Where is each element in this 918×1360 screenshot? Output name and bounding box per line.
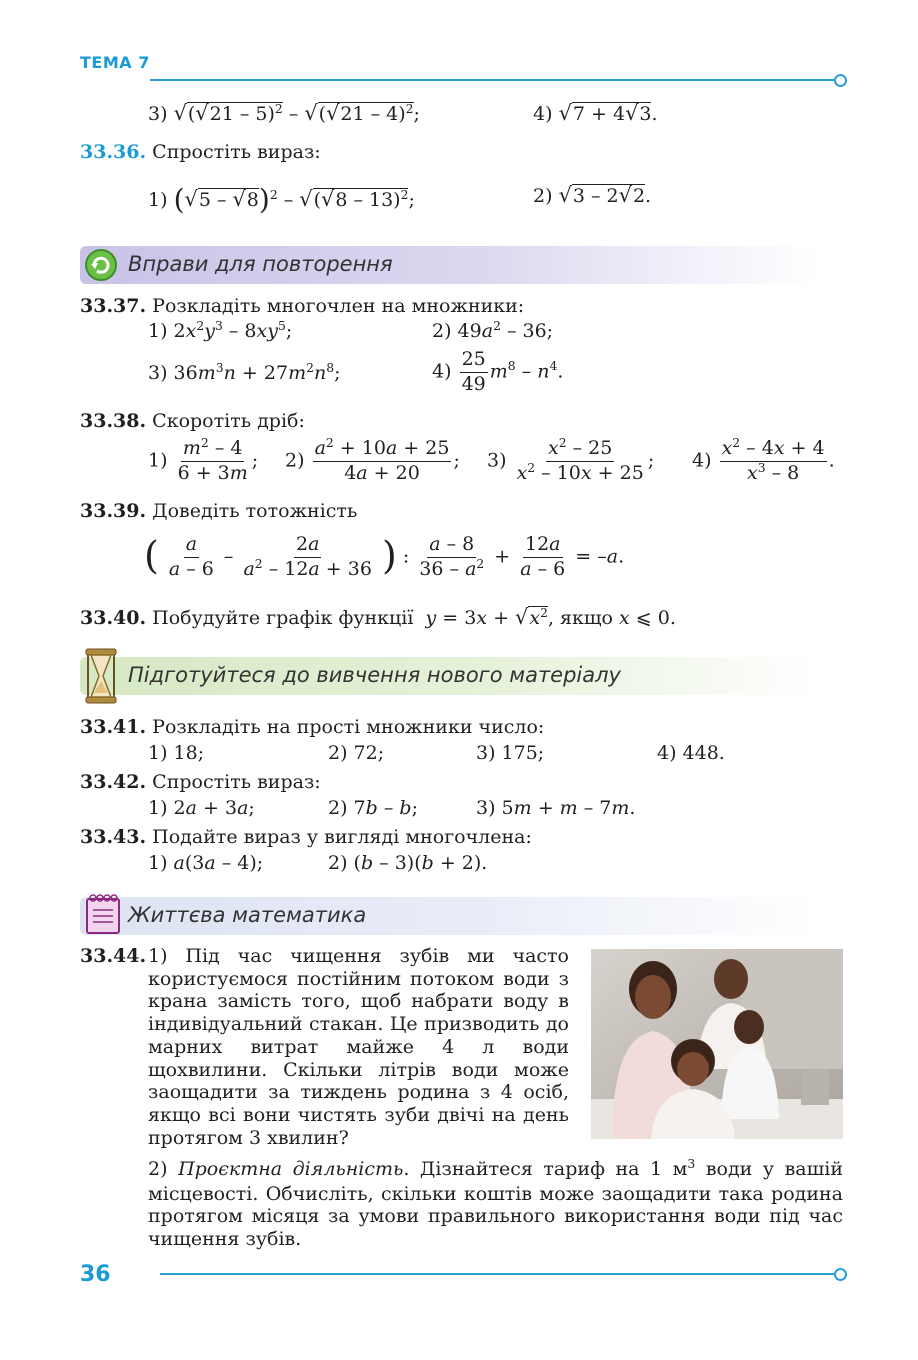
ex-33-42-item-3: 3) 5m + m – 7m. [476, 797, 636, 819]
footer-rule-dot [834, 1268, 847, 1281]
exercise-number: 33.42. [80, 771, 147, 793]
ex-33-38-item-1: 1) $\frac{m^2 - 4}{6 + 3m}$ ; [148, 436, 259, 484]
ex-33-43-item-1: 1) a(3a – 4); [148, 852, 264, 874]
ex-33-41-item-3: 3) 175; [476, 742, 545, 764]
ex-33-41-item-4: 4) 448. [657, 742, 725, 764]
ex-33-43-heading: 33.43. Подайте вираз у вигляді многочлена: [80, 826, 532, 848]
ex-33-35-item-4: 4) √7 + 4√3. [533, 101, 658, 125]
header-rule-dot [834, 74, 847, 87]
ex-33-44-part-1: 1) Під час чищення зубів ми часто користуємося постійним потоком води з крана замість того, щоб набрати воду в індивідуальний стакан. Це призводить до марних витрат майже 4 л води щохвилини. Скільки літрів води може заощадити за тиждень родина з 4 осіб, якщо всі вони чистять зуби двічі на день протягом 3 хвилин? [148, 945, 569, 1149]
family-brushing-teeth-photo [591, 949, 843, 1139]
ex-33-41-item-1: 1) 18; [148, 742, 205, 764]
ex-33-37-item-3: 3) $36m^3n + 27m^2n^8$; [148, 361, 341, 384]
ex-33-36-item-2: 2) √3 – 2√2. [533, 183, 652, 207]
exercise-number: 33.36. [80, 141, 147, 163]
page-number: 36 [80, 1262, 111, 1287]
exercise-number: 33.40. [80, 607, 147, 629]
ex-33-42-heading: 33.42. Спростіть вираз: [80, 771, 321, 793]
footer-rule [160, 1273, 836, 1275]
ex-33-42-item-1: 1) 2a + 3a; [148, 797, 255, 819]
ex-33-40: 33.40. Побудуйте графік функції $y = 3x + √x^2$, якщо x ⩽ 0. [80, 605, 676, 629]
hourglass-icon [84, 647, 118, 710]
section-life-banner [80, 897, 818, 935]
section-review-banner [80, 246, 818, 284]
repeat-arrow-icon [84, 248, 118, 287]
ex-33-42-item-2: 2) 7b – b; [328, 797, 418, 819]
ex-33-37-heading: 33.37. Розкладіть многочлен на множники: [80, 295, 525, 317]
ex-33-41-heading: 33.41. Розкладіть на прості множники число: [80, 716, 545, 738]
ex-33-39-heading: 33.39. Доведіть тотожність [80, 500, 358, 522]
notepad-icon [84, 893, 122, 940]
ex-33-36-heading: 33.36. Спростіть вираз: [80, 141, 321, 163]
section-title: Вправи для повторення [128, 252, 393, 276]
ex-33-38-heading: 33.38. Скоротіть дріб: [80, 410, 305, 432]
ex-33-36-item-1: 1) (√5 – √8)$^2$ – √(√8 – 13)$^2$; [148, 183, 415, 216]
exercise-number: 33.41. [80, 716, 147, 738]
topic-label: ТЕМА 7 [80, 53, 150, 72]
ex-33-38-item-2: 2) $\frac{a^2 + 10a + 25}{4a + 20}$ ; [285, 436, 460, 484]
section-title: Підготуйтеся до вивчення нового матеріалу [128, 663, 621, 687]
exercise-number: 33.43. [80, 826, 147, 848]
header-rule [150, 79, 836, 81]
ex-33-39-identity: ( $\frac{a}{a - 6}$ – $\frac{2a}{a^2 - 12a + 36}$ ) : $\frac{a - 8}{36 - a^2}$ + $\frac{12a}{a - 6}$ = –a. [144, 533, 625, 580]
ex-33-44-part-2: 2) Проєктна діяльність. Дізнайтеся тариф на 1 $м^3$ води у вашій місцевості. Обчисліть, скільки коштів може заощадити така родина протягом місяця за умови правильного використання води під час чищення зубів. [148, 1157, 844, 1251]
ex-33-37-item-1: 1) $2x^2y^3 - 8xy^5$; [148, 319, 293, 342]
section-title: Життєва математика [128, 903, 367, 927]
exercise-number: 33.38. [80, 410, 147, 432]
section-prepare-banner [80, 657, 818, 695]
ex-33-38-item-4: 4) $\frac{x^2 - 4x + 4}{x^3 - 8}$ . [692, 436, 835, 484]
ex-33-37-item-2: 2) $49a^2 - 36$; [432, 319, 554, 342]
exercise-number: 33.37. [80, 295, 147, 317]
ex-33-35-item-3: 3) √(√21 – 5)$^2$ – √(√21 – 4)$^2$; [148, 101, 420, 125]
exercise-number: 33.39. [80, 500, 147, 522]
exercise-number: 33.44. [80, 945, 147, 967]
ex-33-43-item-2: 2) (b – 3)(b + 2). [328, 852, 488, 874]
ex-33-44-number [80, 945, 146, 967]
ex-33-37-item-4: 4) $\frac{25}{49}$ $m^8 - n^4$. [432, 348, 564, 395]
ex-33-38-item-3: 3) $\frac{x^2 - 25}{x^2 - 10x + 25}$ ; [487, 436, 655, 484]
ex-33-41-item-2: 2) 72; [328, 742, 385, 764]
